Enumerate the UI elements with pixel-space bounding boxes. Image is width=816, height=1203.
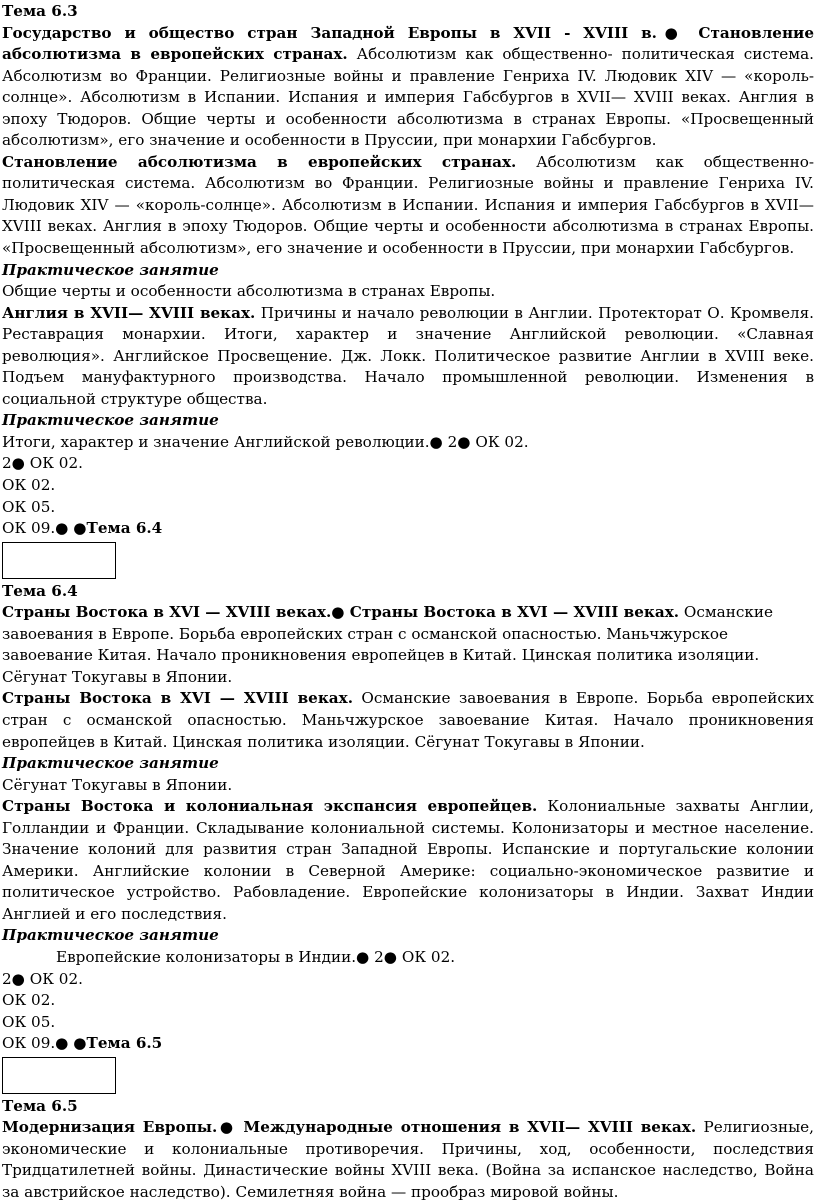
section-text: Абсолютизм как общественно- политическая система. Абсолютизм во Франции. Религиозные войны и правление Генриха IV. Людовик XIV — «король-солнце». Абсолютизм в Испании. Испания и империя Габсбургов в XVII— XVIII веках. Англия в эпоху Тюдоров. Общие черты и особенности абсолютизма в странах Европы. «Просвещенный абсолютизм», его значение и особенности в Пруссии, при монархии Габсбургов. — [2, 45, 814, 150]
section-lead: Международные отношения в XVII— XVIII веках. — [235, 1118, 697, 1137]
section-lead: Становление абсолютизма в европейских странах. — [2, 23, 814, 64]
section-paragraph — [2, 796, 814, 925]
practice-text: Общие черты и особенности абсолютизма в странах Европы. — [2, 282, 496, 301]
practice-label: Практическое занятие — [2, 926, 219, 945]
empty-table-cell — [2, 542, 116, 579]
topic-summary — [2, 602, 814, 688]
section-lead: Англия в XVII— XVIII веках. — [2, 303, 256, 322]
bullet-dot: ● — [217, 1118, 236, 1137]
section-text: Причины и начало революции в Англии. Протекторат О. Кромвеля. Реставрация монархии. Итоги, характер и значение Английской революции. «Славная революция». Английское Просвещение. Дж. Локк. Политическое развитие Англии в XVIII веке. Подъем мануфактурного производства. Начало промышленной революции. Изменения в социальной структуре общества. — [2, 303, 814, 408]
practice-text — [2, 432, 814, 454]
practice-text — [2, 947, 814, 969]
section-paragraph — [2, 152, 814, 260]
practice-text-main: Итоги, характер и значение Английской революции. — [2, 432, 430, 451]
section-text: Абсолютизм как общественно- политическая система. Абсолютизм во Франции. Религиозные войны и правление Генриха IV. Людовик XIV — «король-солнце». Абсолютизм в Испании. Испания и империя Габсбургов в XVII— XVIII веках. Англия в эпоху Тюдоров. Общие черты и особенности абсолютизма в странах Европы. «Просвещенный абсолютизм», его значение и особенности в Пруссии, при монархии Габсбургов. — [2, 152, 815, 258]
practice-label: Практическое занятие — [2, 754, 219, 773]
section-text: Османские завоевания в Европе. Борьба европейских стран с османской опасностью. Маньчжурское завоевание Китая. Начало проникновения европейцев в Китай. Цинская политика изоляции. Сёгунат Токугавы в Японии. — [2, 603, 773, 686]
competency-line — [2, 1033, 814, 1055]
competency-codes: ● 2● ОК 02. — [429, 432, 529, 451]
next-topic-ref: Тема 6.5 — [86, 1034, 163, 1053]
section-text: Колониальные захваты Англии, Голландии и Франции. Складывание колониальной системы. Колонизаторы и местное население. Значение колоний для развития стран Западной Европы. Испанские и португальские колонии Америки. Английские колонии в Северной Америке: социально-экономическое развитие и политическое устройство. Рабовладение. Европейские колонизаторы в Индии. Захват Индии Англией и его последствия. — [2, 797, 815, 923]
competency-last: ОК 09.● ● — [2, 519, 87, 538]
empty-table-cell — [2, 1057, 116, 1094]
section-lead: Становление абсолютизма в европейских странах. — [2, 152, 517, 171]
competency-last: ОК 09.● ● — [2, 1034, 87, 1053]
section-lead: Страны Востока и колониальная экспансия европейцев. — [2, 797, 538, 816]
section-lead: Страны Востока в XVI — XVIII веках. — [2, 689, 353, 708]
competency-line: 2● ОК 02. — [2, 969, 83, 988]
practice-label: Практическое занятие — [2, 260, 219, 279]
topic-summary — [2, 23, 814, 152]
topic-title: Государство и общество стран Западной Европы в XVII - XVIII в. — [2, 23, 657, 42]
topic-summary — [2, 1117, 814, 1203]
document-page — [2, 0, 814, 1203]
competency-line: ОК 02. — [2, 476, 56, 495]
section-text: Османские завоевания в Европе. Борьба европейских стран с османской опасностью. Маньчжурское завоевание Китая. Начало проникновения европейцев в Китай. Цинская политика изоляции. Сёгунат Токугавы в Японии. — [2, 689, 814, 751]
topic-title: Страны Востока в XVI — XVIII веках. — [2, 603, 332, 622]
competency-line: ОК 02. — [2, 991, 56, 1010]
section-text: Религиозные, экономические и колониальные противоречия. Причины, ход, особенности, последствия Тридцатилетней войны. Династические войны XVIII века. (Война за испанское наследство, Война за австрийское наследство). Семилетняя война — прообраз мировой войны. — [2, 1118, 814, 1201]
competency-codes: ● 2● ОК 02. — [356, 947, 456, 966]
topic-title: Модернизация Европы. — [2, 1118, 218, 1137]
section-paragraph — [2, 688, 814, 753]
bullet-dot: ● — [656, 23, 686, 42]
next-topic-ref: Тема 6.4 — [86, 519, 163, 538]
topic-heading: Тема 6.3 — [2, 2, 78, 20]
competency-line: ОК 05. — [2, 497, 56, 516]
topic-heading: Тема 6.5 — [2, 1096, 78, 1115]
bullet-dot: ● — [331, 603, 345, 622]
practice-text-main: Европейские колонизаторы в Индии. — [56, 947, 357, 966]
competency-line: ОК 05. — [2, 1012, 56, 1031]
competency-line: 2● ОК 02. — [2, 454, 83, 473]
section-paragraph — [2, 303, 814, 411]
practice-text: Сёгунат Токугавы в Японии. — [2, 775, 233, 794]
section-lead: Страны Востока в XVI — XVIII веках. — [344, 603, 680, 622]
practice-label: Практическое занятие — [2, 411, 219, 430]
competency-line — [2, 518, 814, 540]
topic-heading: Тема 6.4 — [2, 581, 78, 600]
